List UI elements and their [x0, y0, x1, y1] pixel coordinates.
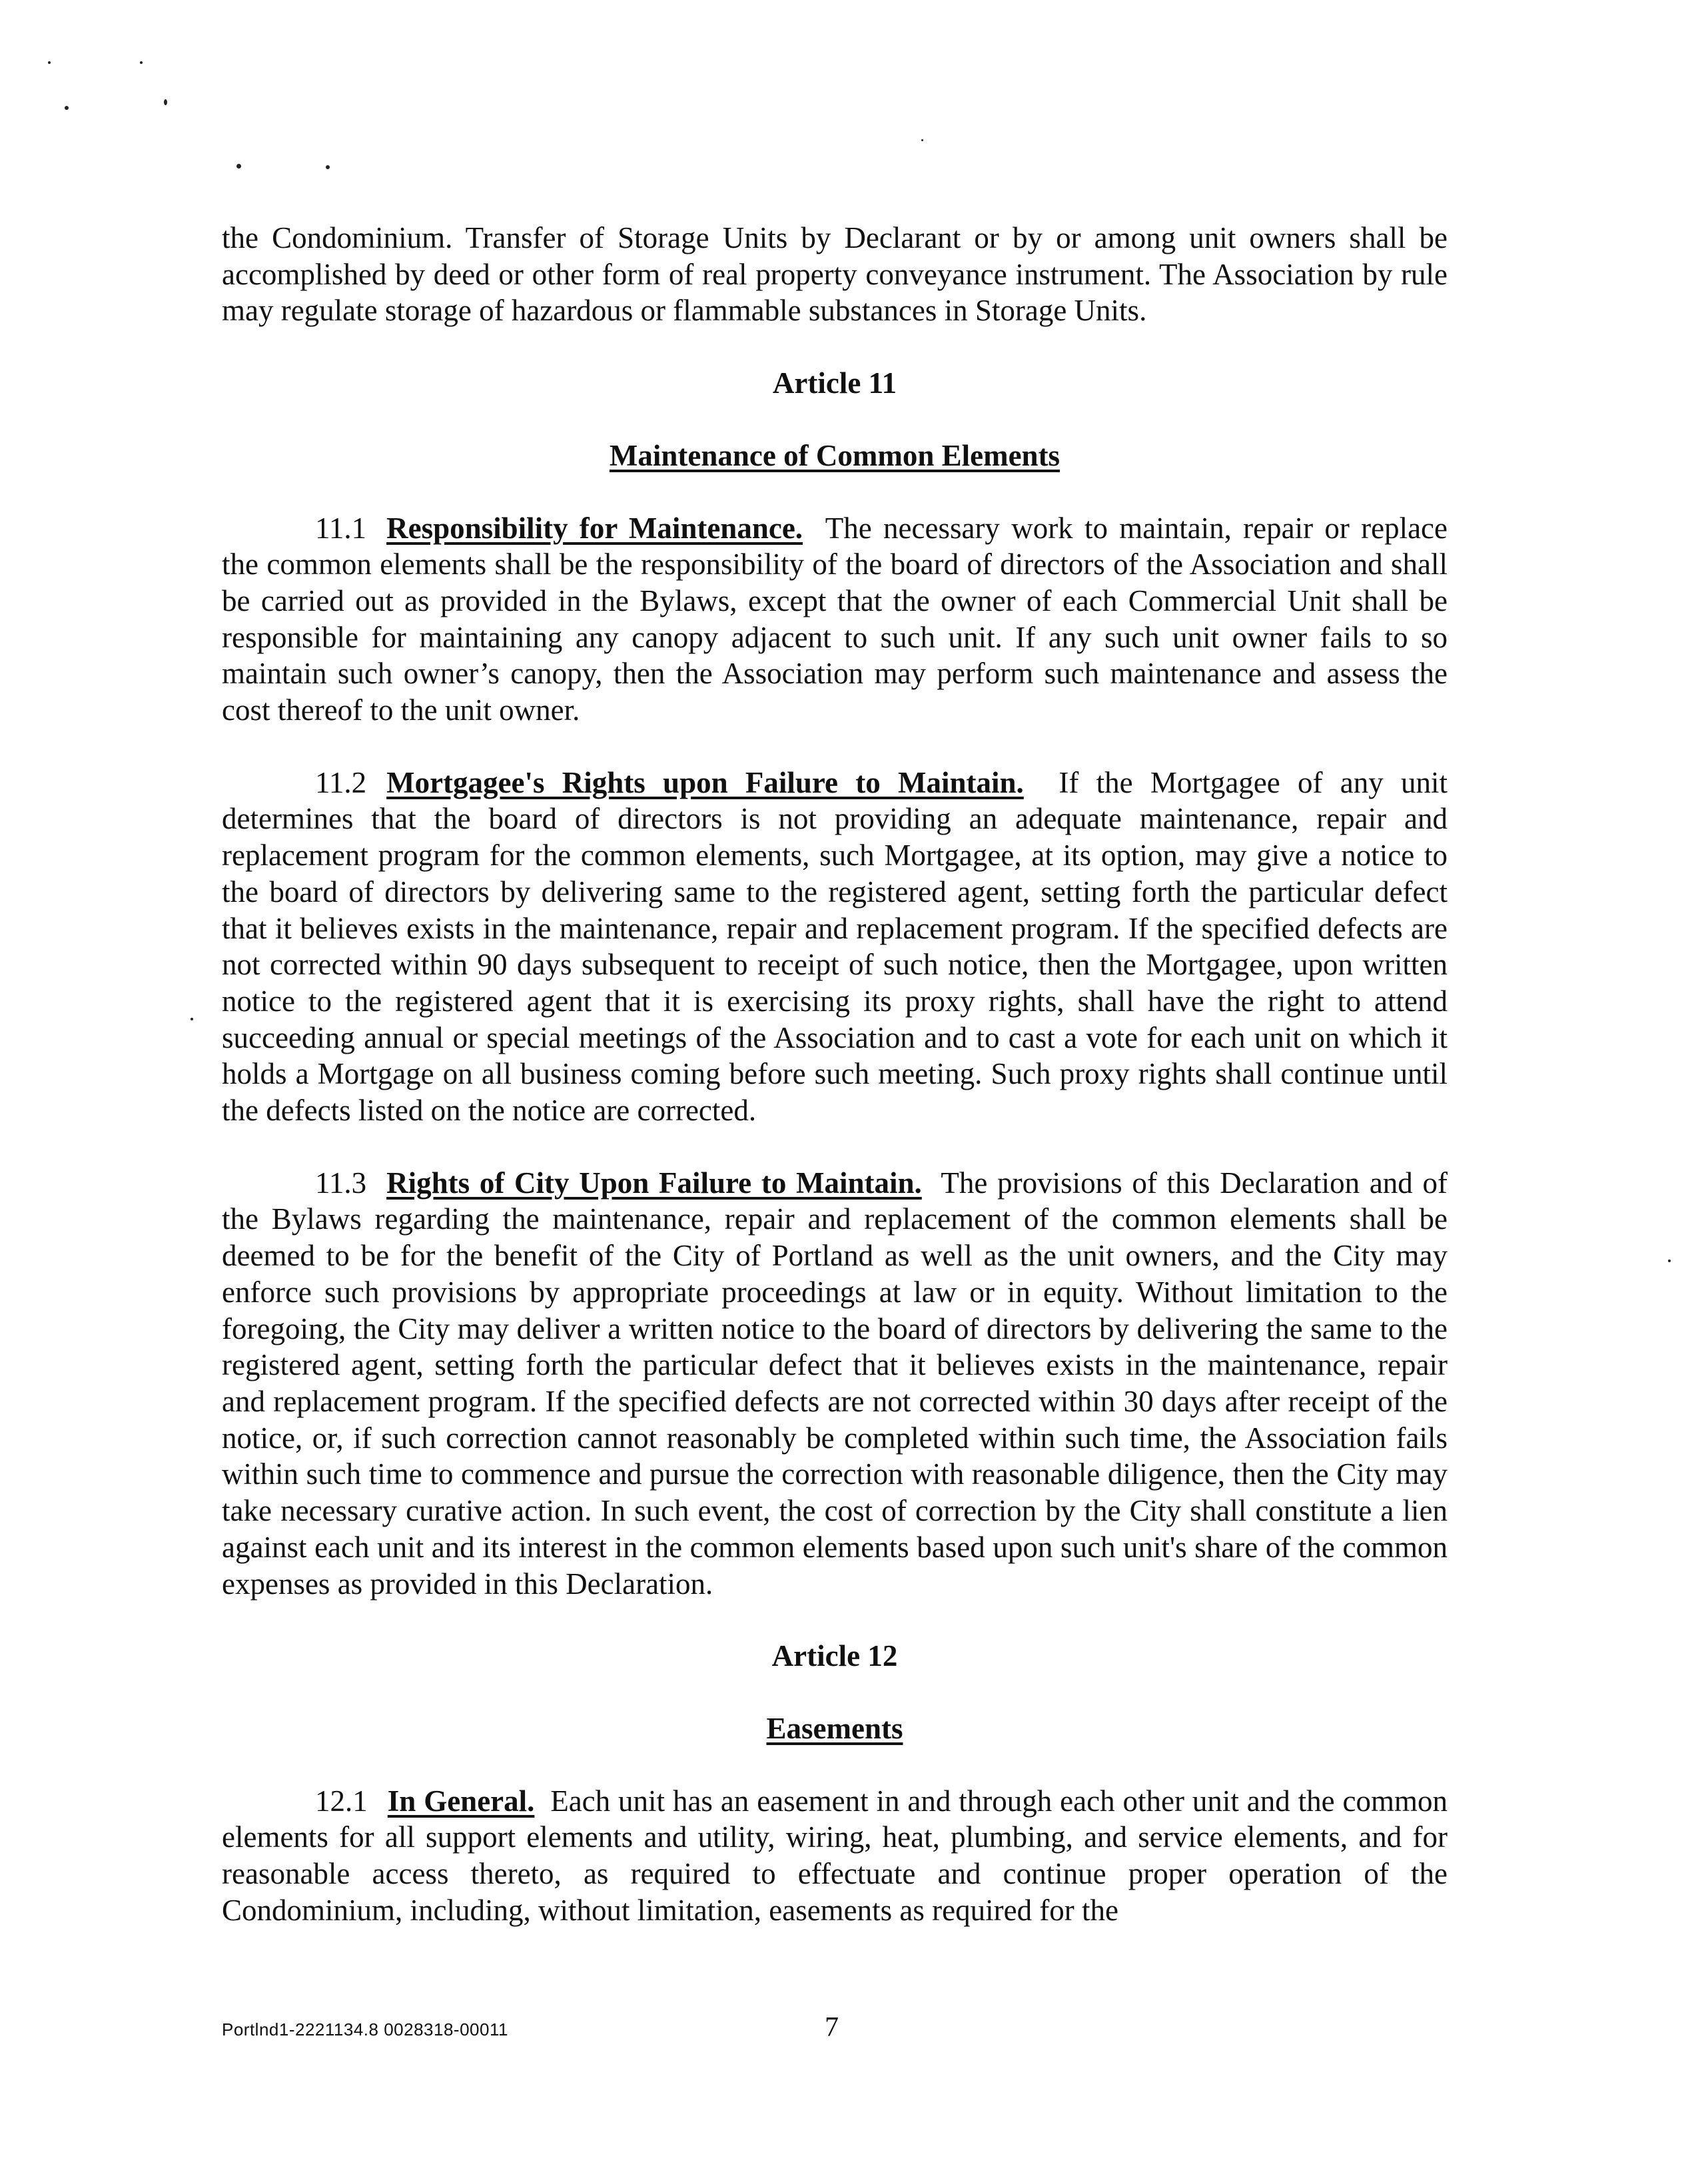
section-11-1 [222, 510, 1448, 729]
section-caption: Rights of City Upon Failure to Maintain. [386, 1166, 922, 1200]
section-caption: In General. [387, 1784, 535, 1818]
section-number: 11.1 [315, 511, 367, 545]
section-text: If the Mortgagee of any unit determines that the board of directors is not providing an adequate maintenance, repair and replacement program for the common elements, such Mortgagee, at its option, may give a notice to the board of directors by delivering same to the registered agent, setting forth the particular defect that it believes exists in the maintenance, repair and replacement program. If the specified defects are not corrected within 90 days subsequent to receipt of such notice, then the Mortgagee, upon written notice to the registered agent that it is exercising its proxy rights, shall have the right to attend succeeding annual or special meetings of the Association and to cast a vote for each unit on which it holds a Mortgage on all business coming before such meeting. Such proxy rights shall continue until the defects listed on the notice are corrected. [222, 765, 1448, 1128]
section-11-2 [222, 765, 1448, 1129]
section-number: 11.2 [315, 765, 367, 799]
footer-doc-id: Portlnd1-2221134.8 0028318-00011 [222, 2019, 508, 2039]
article-12-title: Easements [766, 1711, 903, 1745]
scan-speck [164, 99, 167, 105]
scan-speck [140, 61, 143, 64]
section-text: The necessary work to maintain, repair or replace the common elements shall be the responsibility of the board of directors of the Association and shall be carried out as provided in the Bylaws, except that the owner of each Commercial Unit shall be responsible for maintaining any canopy adjacent to such unit. If any such unit owner fails to so maintain such owner’s canopy, then the Association may perform such maintenance and assess the cost thereof to the unit owner. [222, 511, 1448, 727]
scan-speck [65, 106, 69, 110]
section-text: Each unit has an easement in and through each other unit and the common elements for all support elements and utility, wiring, heat, plumbing, and service elements, and for reasonable access thereto, as required to effectuate and continue proper operation of the Condominium, including, without limitation, easements as required for the [222, 1784, 1448, 1927]
scan-speck [921, 139, 923, 141]
page-number: 7 [825, 2012, 839, 2043]
section-caption: Responsibility for Maintenance. [386, 511, 803, 545]
section-number: 11.3 [315, 1166, 367, 1200]
article-11-title: Maintenance of Common Elements [609, 438, 1060, 472]
scan-speck [1668, 1260, 1671, 1262]
scan-speck [48, 61, 51, 64]
section-number: 12.1 [315, 1784, 368, 1818]
scan-speck [326, 165, 330, 169]
section-11-3 [222, 1165, 1448, 1602]
article-11-label: Article 11 [772, 366, 897, 400]
scan-speck [236, 164, 241, 169]
section-12-1 [222, 1783, 1448, 1929]
opening-paragraph: the Condominium. Transfer of Storage Units by Declarant or by or among unit owners shall be accomplished by deed or other form of real property conveyance instrument. The Association by rule may regulate storage of hazardous or flammable substances in Storage Units. [222, 221, 1448, 328]
section-caption: Mortgagee's Rights upon Failure to Maintain. [386, 765, 1024, 799]
article-12-label: Article 12 [771, 1639, 898, 1673]
section-text: The provisions of this Declaration and of the Bylaws regarding the maintenance, repair and replacement of the common elements shall be deemed to be for the benefit of the City of Portland as well as the unit owners, and the City may enforce such provisions by appropriate proceedings at law or in equity. Without limitation to the foregoing, the City may deliver a written notice to the board of directors by delivering the same to the registered agent, setting forth the particular defect that it believes exists in the maintenance, repair and replacement program. If the specified defects are not corrected within 30 days after receipt of the notice, or, if such correction cannot reasonably be completed within such time, the Association fails within such time to commence and pursue the correction with reasonable diligence, then the City may take necessary curative action. In such event, the cost of correction by the City shall constitute a lien against each unit and its interest in the common elements based upon such unit's share of the common expenses as provided in this Declaration. [222, 1166, 1448, 1601]
scan-speck [191, 1018, 193, 1020]
document-body [222, 220, 1448, 1928]
